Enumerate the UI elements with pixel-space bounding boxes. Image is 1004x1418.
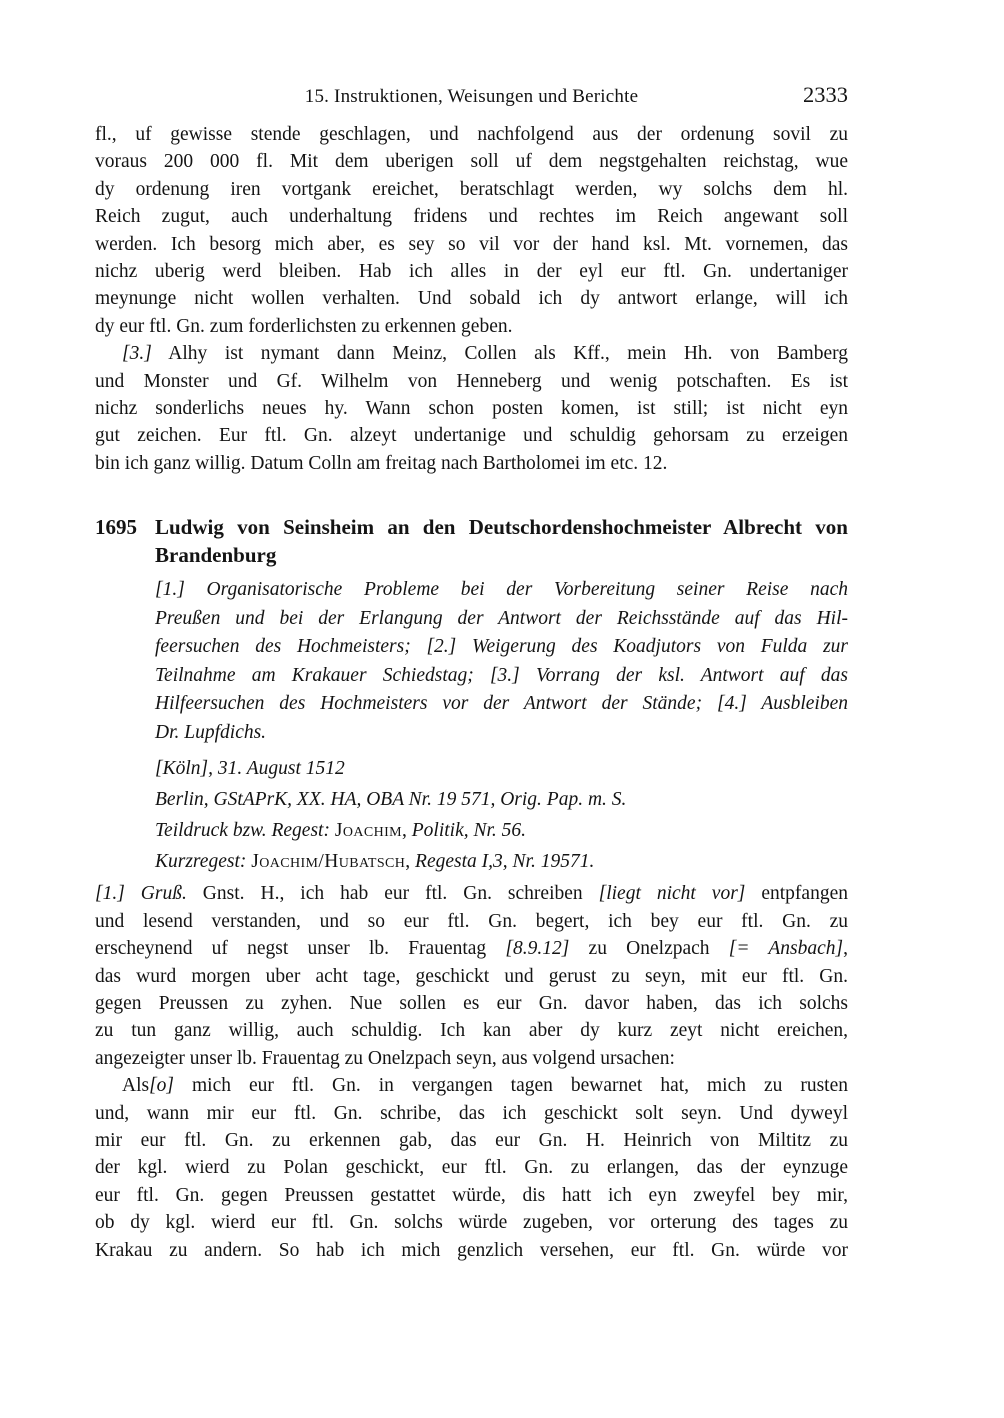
text-line: [155, 662, 848, 691]
text-line: [95, 285, 848, 312]
text-line: [95, 121, 848, 148]
text-segment: dy eur ftl. Gn. zum forderlichsten zu erkennen geben.: [95, 315, 513, 337]
text-segment: Teilnahme am Krakauer Schiedstag; [3.] Vorrang der ksl. Antwort auf das: [155, 664, 848, 686]
text-segment: gegen Preussen zu zyhen. Nue sollen es eur Gn. davor haben, das ich solchs: [95, 992, 848, 1014]
text-segment: der kgl. wierd zu Polan geschickt, eur ftl. Gn. zu erlangen, das der eynzuge: [95, 1157, 848, 1179]
text-segment: Kurzregest:: [155, 851, 252, 873]
text-segment: werden. Ich besorg mich aber, es sey so vil vor der hand ksl. Mt. vornemen, das: [95, 233, 848, 255]
text-line: [95, 1237, 848, 1264]
text-segment: mir eur ftl. Gn. zu erkennen gab, das eur Gn. H. Heinrich von Miltitz zu: [95, 1129, 848, 1151]
text-line: [155, 719, 848, 748]
text-line: [95, 258, 848, 285]
text-line: [95, 1182, 848, 1209]
text-segment: feersuchen des Hochmeisters; [2.] Weigerung des Koadjutors von Fulda zur: [155, 636, 848, 658]
text-segment: Dr. Lupfdichs.: [155, 721, 267, 743]
text-column: [95, 84, 848, 1264]
text-line: [95, 422, 848, 449]
text-segment: ,: [405, 851, 416, 873]
text-segment: Hilfeersuchen des Hochmeisters vor der Antwort der Stände; [4.] Ausbleiben: [155, 693, 848, 715]
entry-body-paragraph-1: [95, 880, 848, 1072]
page-number: 2333: [803, 82, 848, 107]
text-line: [95, 880, 848, 907]
text-segment: eur ftl. Gn. gegen Preussen gestattet würde, dis hatt ich eyn zweyfel bey mir,: [95, 1184, 848, 1206]
text-segment: meynunge nicht wollen verhalten. Und sobald ich dy antwort erlange, will ich: [95, 288, 848, 310]
entry-body-paragraph-2: [95, 1072, 848, 1264]
entry-title: [155, 513, 848, 569]
text-segment: voraus 200 000 fl. Mit dem uberigen soll uf dem negstgehalten reichstag, wue: [95, 151, 848, 173]
text-segment: [8.9.12]: [505, 938, 570, 960]
text-line: [95, 1072, 848, 1099]
text-segment: entpfangen: [745, 883, 848, 905]
running-header: [95, 84, 848, 110]
text-line: [155, 513, 848, 541]
text-segment: Preußen und bei der Erlangung der Antwort der Reichsstände auf das Hil-: [155, 607, 848, 629]
text-segment: das wurd morgen uber acht tage, geschickt und gerust zu seyn, mit eur ftl. Gn.: [95, 965, 848, 987]
text-line: [95, 203, 848, 230]
text-segment: angezeigter unser lb. Frauentag zu Onelzpach seyn, aus volgend ursachen:: [95, 1047, 675, 1069]
text-segment: bin ich ganz willig. Datum Colln am freitag nach Bartholomei im etc. 12.: [95, 452, 668, 474]
text-segment: Joachim/Hubatsch: [251, 851, 406, 873]
text-segment: fl., uf gewisse stende geschlagen, und nachfolgend aus der ordenung sovil zu: [95, 124, 848, 145]
letter-continuation-paragraph: [95, 121, 848, 340]
text-segment: Gnst. H., ich hab eur ftl. Gn. schreiben: [186, 883, 599, 905]
text-line: [95, 935, 848, 962]
text-segment: Joachim: [334, 820, 402, 842]
text-segment: gut zeichen. Eur ftl. Gn. alzeyt undertanige und schuldig gehorsam zu erzeigen: [95, 425, 848, 447]
text-segment: ,: [402, 820, 412, 842]
text-line: [95, 450, 848, 477]
text-line: [95, 990, 848, 1017]
text-segment: Regesta I,3, Nr. 19571.: [415, 851, 595, 873]
text-line: [95, 395, 848, 422]
text-segment: und Monster und Gf. Wilhelm von Henneberg und wenig potschaften. Es ist: [95, 370, 848, 392]
text-segment: Alhy ist nymant dann Meinz, Collen als Kff., mein Hh. von Bamberg: [151, 343, 848, 365]
text-line: [95, 1209, 848, 1236]
text-line: [95, 148, 848, 175]
text-line: [155, 576, 848, 605]
text-segment: Reich zugut, auch underhaltung fridens und rechtes im Reich angewant soll: [95, 206, 848, 228]
text-line: [155, 846, 848, 877]
text-line: [95, 908, 848, 935]
text-line: [155, 605, 848, 634]
text-segment: [liegt nicht vor]: [598, 883, 746, 905]
text-segment: zu tun ganz willig, auch schuldig. Ich kan aber dy kurz zeyt nicht ereichen,: [95, 1020, 848, 1042]
text-segment: nichz sonderlichs neues hy. Wann schon posten komen, ist still; ist nicht eyn: [95, 398, 848, 420]
text-segment: [3.]: [122, 343, 152, 365]
entry-number: 1695: [95, 515, 137, 540]
text-segment: Berlin, GStAPrK, XX. HA, OBA Nr. 19 571, Orig. Pap. m. S.: [155, 789, 627, 811]
text-line: [95, 231, 848, 258]
entry-metadata: [155, 753, 848, 877]
text-line: [155, 633, 848, 662]
text-segment: Teildruck bzw. Regest:: [155, 820, 335, 842]
text-segment: [Köln], 31. August 1512: [155, 758, 345, 780]
text-line: [95, 1045, 848, 1072]
text-segment: mich eur ftl. Gn. in vergangen tagen bewarnet hat, mich zu rusten: [174, 1075, 848, 1097]
running-title: 15. Instruktionen, Weisungen und Berichte: [304, 86, 639, 107]
text-line: [155, 753, 848, 784]
entry-summary: [155, 576, 848, 747]
text-line: [95, 963, 848, 990]
text-line: [155, 784, 848, 815]
text-segment: [1.] Organisatorische Probleme bei der Vorbereitung seiner Reise nach: [155, 579, 848, 601]
text-segment: nichz uberig werd bleiben. Hab ich alles in der eyl eur ftl. Gn. undertaniger: [95, 261, 848, 283]
text-segment: [1.] Gruß.: [95, 883, 187, 905]
text-segment: Brandenburg: [155, 543, 277, 568]
text-segment: ,: [843, 938, 849, 960]
text-line: [95, 340, 848, 367]
letter-paragraph-3: [95, 340, 848, 477]
text-segment: erscheynend uf negst unser lb. Frauentag: [95, 938, 506, 960]
text-segment: Ludwig von Seinsheim an den Deutschordenshochmeister Albrecht von: [155, 515, 848, 540]
text-segment: Krakau zu andern. So hab ich mich genzlich versehen, eur ftl. Gn. würde vor: [95, 1239, 848, 1261]
text-segment: zu Onelzpach: [569, 938, 729, 960]
text-line: [155, 690, 848, 719]
text-line: [95, 1017, 848, 1044]
text-segment: Als: [122, 1075, 150, 1097]
text-segment: dy ordenung iren vortgank ereichet, beratschlagt werden, wy solchs dem hl.: [95, 178, 848, 200]
text-segment: Politik, Nr. 56.: [411, 820, 527, 842]
text-line: [95, 176, 848, 203]
text-segment: [= Ansbach]: [728, 938, 844, 960]
text-line: [95, 368, 848, 395]
text-line: [155, 815, 848, 846]
text-line: [95, 313, 848, 340]
text-segment: [o]: [149, 1075, 175, 1097]
text-line: [155, 541, 848, 569]
text-line: [95, 1154, 848, 1181]
text-segment: und lesend verstanden, und so eur ftl. Gn. begert, ich bey eur ftl. Gn. zu: [95, 910, 848, 932]
text-line: [95, 1100, 848, 1127]
text-line: [95, 1127, 848, 1154]
entry-heading: [95, 513, 848, 569]
text-segment: ob dy kgl. wierd eur ftl. Gn. solchs würde zugeben, vor orterung des tages zu: [95, 1212, 848, 1234]
text-segment: und, wann mir eur ftl. Gn. schribe, das ich geschickt solt seyn. Und dyweyl: [95, 1102, 848, 1124]
